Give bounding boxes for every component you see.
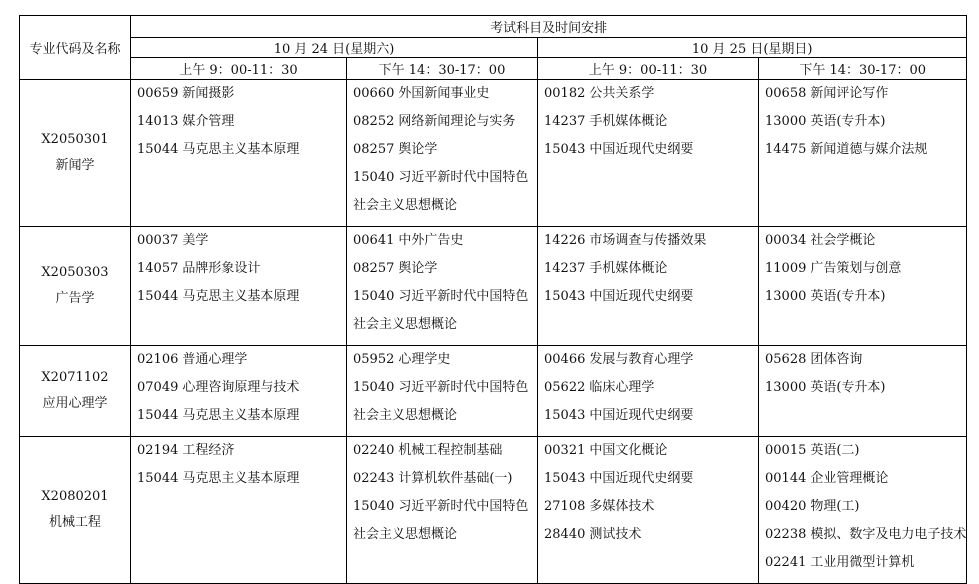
course-code: 00321: [544, 443, 586, 458]
course-entry: [353, 408, 537, 436]
course-name: 外国新闻事业史: [398, 86, 490, 101]
exam-slot-cell: [538, 80, 759, 227]
course-name: 中国近现代史纲要: [589, 408, 694, 423]
course-entry: [765, 352, 966, 380]
course-name: 机械工程控制基础: [398, 443, 503, 458]
course-entry: [353, 170, 537, 198]
course-entry: [765, 261, 966, 289]
course-code: 08252: [353, 114, 395, 129]
course-entry: [353, 233, 537, 261]
course-entry: [137, 289, 346, 317]
course-name: 手机媒体概论: [589, 261, 668, 276]
course-entry: [137, 408, 346, 436]
exam-slot-cell: [538, 437, 759, 584]
course-name: 英语(专升本): [810, 380, 886, 395]
course-code: 15044: [137, 289, 179, 304]
course-code: 15043: [544, 471, 586, 486]
course-code: 14475: [765, 142, 807, 157]
course-name: 网络新闻理论与实务: [398, 114, 516, 129]
course-entry: [137, 86, 346, 114]
exam-slot-cell: [347, 346, 538, 437]
course-entry: [353, 471, 537, 499]
course-code: 00641: [353, 233, 395, 248]
course-name: 媒介管理: [182, 114, 235, 129]
table-row: [20, 227, 967, 346]
course-name: 测试技术: [589, 527, 642, 542]
course-name: 工程经济: [182, 443, 235, 458]
course-entry: [353, 499, 537, 527]
course-code: 02240: [353, 443, 395, 458]
course-name: 社会主义思想概论: [353, 408, 458, 423]
course-code: 15044: [137, 471, 179, 486]
course-name: 社会主义思想概论: [353, 198, 458, 213]
day-header-1: 10 月 24 日(星期六): [131, 38, 538, 58]
exam-slot-cell: [131, 227, 347, 346]
major-cell: [20, 346, 131, 437]
course-code: 00658: [765, 86, 807, 101]
course-name: 英语(二): [810, 443, 860, 458]
major-code: X2050301: [41, 132, 109, 147]
course-code: 14057: [137, 261, 179, 276]
course-code: 00037: [137, 233, 179, 248]
course-name: 发展与教育心理学: [589, 352, 694, 367]
course-name: 模拟、数字及电力电子技术: [810, 527, 967, 542]
course-entry: [353, 380, 537, 408]
course-name: 社会主义思想概论: [353, 317, 458, 332]
course-code: 13000: [765, 114, 807, 129]
course-name: 舆论学: [398, 142, 438, 157]
table-row: [20, 80, 967, 227]
course-entry: [137, 352, 346, 380]
schedule-title: 考试科目及时间安排: [131, 16, 967, 38]
course-code: 15040: [353, 380, 395, 395]
exam-slot-cell: [759, 346, 967, 437]
table-row: [20, 437, 967, 584]
course-entry: [137, 471, 346, 499]
course-code: 15044: [137, 408, 179, 423]
course-code: 15043: [544, 142, 586, 157]
exam-slot-cell: [131, 80, 347, 227]
exam-slot-cell: [538, 346, 759, 437]
course-entry: [353, 289, 537, 317]
course-entry: [765, 142, 966, 170]
course-name: 新闻道德与媒介法规: [810, 142, 928, 157]
major-column-header: 专业代码及名称: [20, 16, 131, 80]
course-code: 13000: [765, 380, 807, 395]
course-entry: [137, 233, 346, 261]
course-entry: [353, 142, 537, 170]
course-entry: [765, 289, 966, 317]
course-entry: [544, 443, 758, 471]
course-entry: [353, 443, 537, 471]
course-code: 07049: [137, 380, 179, 395]
course-entry: [765, 443, 966, 471]
course-name: 物理(工): [810, 499, 860, 514]
course-name: 计算机软件基础(一): [398, 471, 513, 486]
course-entry: [353, 261, 537, 289]
course-code: 05622: [544, 380, 586, 395]
exam-slot-cell: [759, 80, 967, 227]
course-entry: [765, 114, 966, 142]
course-code: 00420: [765, 499, 807, 514]
course-code: 11009: [765, 261, 807, 276]
exam-slot-cell: [347, 227, 538, 346]
course-entry: [353, 114, 537, 142]
exam-slot-cell: [347, 437, 538, 584]
course-name: 美学: [182, 233, 209, 248]
course-name: 工业用微型计算机: [810, 555, 915, 570]
course-code: 05952: [353, 352, 395, 367]
course-name: 英语(专升本): [810, 289, 886, 304]
exam-slot-cell: [759, 437, 967, 584]
major-name: 机械工程: [48, 515, 101, 530]
course-entry: [544, 142, 758, 170]
course-code: 15040: [353, 499, 395, 514]
course-entry: [353, 527, 537, 555]
course-name: 马克思主义基本原理: [182, 471, 300, 486]
course-name: 广告策划与创意: [810, 261, 902, 276]
course-entry: [353, 352, 537, 380]
course-entry: [544, 471, 758, 499]
course-entry: [765, 380, 966, 408]
course-name: 心理学史: [398, 352, 451, 367]
course-name: 公共关系学: [589, 86, 655, 101]
course-name: 品牌形象设计: [182, 261, 261, 276]
course-entry: [765, 499, 966, 527]
course-code: 14237: [544, 114, 586, 129]
course-entry: [137, 261, 346, 289]
course-name: 中国近现代史纲要: [589, 289, 694, 304]
course-code: 00182: [544, 86, 586, 101]
course-code: 15043: [544, 408, 586, 423]
course-code: 14237: [544, 261, 586, 276]
course-name: 习近平新时代中国特色: [398, 170, 529, 185]
course-entry: [353, 317, 537, 345]
course-entry: [765, 86, 966, 114]
exam-slot-cell: [131, 437, 347, 584]
course-name: 习近平新时代中国特色: [398, 289, 529, 304]
course-name: 社会主义思想概论: [353, 527, 458, 542]
course-code: 15040: [353, 289, 395, 304]
course-code: 02238: [765, 527, 807, 542]
course-entry: [544, 408, 758, 436]
course-name: 马克思主义基本原理: [182, 142, 300, 157]
course-code: 15043: [544, 289, 586, 304]
major-name: 新闻学: [55, 158, 95, 173]
slot-header-4: 下午 14：30-17：00: [759, 58, 967, 80]
course-code: 14013: [137, 114, 179, 129]
course-name: 中国近现代史纲要: [589, 471, 694, 486]
course-name: 习近平新时代中国特色: [398, 499, 529, 514]
course-entry: [765, 471, 966, 499]
course-entry: [137, 114, 346, 142]
course-code: 00466: [544, 352, 586, 367]
major-cell: [20, 437, 131, 584]
course-code: 02106: [137, 352, 179, 367]
course-code: 27108: [544, 499, 586, 514]
course-entry: [544, 261, 758, 289]
course-name: 市场调查与传播效果: [589, 233, 707, 248]
course-name: 心理咨询原理与技术: [182, 380, 300, 395]
course-name: 团体咨询: [810, 352, 863, 367]
course-name: 马克思主义基本原理: [182, 289, 300, 304]
course-entry: [765, 527, 966, 555]
slot-header-1: 上午 9：00-11：30: [131, 58, 347, 80]
course-code: 05628: [765, 352, 807, 367]
course-code: 13000: [765, 289, 807, 304]
course-code: 02194: [137, 443, 179, 458]
major-cell: [20, 227, 131, 346]
course-code: 00034: [765, 233, 807, 248]
course-code: 00660: [353, 86, 395, 101]
table-body: [20, 80, 967, 584]
major-cell: [20, 80, 131, 227]
course-entry: [544, 527, 758, 555]
slot-header-3: 上午 9：00-11：30: [538, 58, 759, 80]
course-name: 习近平新时代中国特色: [398, 380, 529, 395]
slot-header-2: 下午 14：30-17：00: [347, 58, 538, 80]
exam-slot-cell: [131, 346, 347, 437]
course-entry: [137, 443, 346, 471]
exam-schedule-table: [19, 15, 967, 584]
course-name: 社会学概论: [810, 233, 876, 248]
exam-slot-cell: [759, 227, 967, 346]
course-name: 新闻摄影: [182, 86, 235, 101]
course-entry: [544, 233, 758, 261]
major-code: X2080201: [41, 489, 109, 504]
major-name: 应用心理学: [42, 396, 108, 411]
table-row: [20, 346, 967, 437]
major-code: X2050303: [41, 265, 109, 280]
exam-slot-cell: [538, 227, 759, 346]
course-entry: [353, 86, 537, 114]
course-name: 中国近现代史纲要: [589, 142, 694, 157]
exam-slot-cell: [347, 80, 538, 227]
course-code: 00015: [765, 443, 807, 458]
course-entry: [544, 380, 758, 408]
course-entry: [544, 86, 758, 114]
course-name: 舆论学: [398, 261, 438, 276]
course-name: 手机媒体概论: [589, 114, 668, 129]
major-code: X2071102: [41, 370, 109, 385]
course-entry: [544, 289, 758, 317]
course-name: 新闻评论写作: [810, 86, 889, 101]
course-code: 00659: [137, 86, 179, 101]
course-name: 英语(专升本): [810, 114, 886, 129]
course-name: 多媒体技术: [589, 499, 655, 514]
course-code: 15040: [353, 170, 395, 185]
course-code: 14226: [544, 233, 586, 248]
course-name: 马克思主义基本原理: [182, 408, 300, 423]
course-code: 28440: [544, 527, 586, 542]
course-code: 15044: [137, 142, 179, 157]
course-entry: [137, 142, 346, 170]
course-entry: [765, 555, 966, 583]
table-header: [20, 16, 967, 80]
course-entry: [544, 114, 758, 142]
course-name: 中国文化概论: [589, 443, 668, 458]
major-name: 广告学: [55, 291, 95, 306]
course-name: 企业管理概论: [810, 471, 889, 486]
course-code: 00144: [765, 471, 807, 486]
course-code: 02243: [353, 471, 395, 486]
course-name: 普通心理学: [182, 352, 248, 367]
day-header-2: 10 月 25 日(星期日): [538, 38, 967, 58]
course-entry: [544, 499, 758, 527]
course-code: 08257: [353, 261, 395, 276]
course-name: 临床心理学: [589, 380, 655, 395]
course-name: 中外广告史: [398, 233, 464, 248]
course-code: 02241: [765, 555, 807, 570]
course-entry: [137, 380, 346, 408]
course-entry: [544, 352, 758, 380]
course-entry: [353, 198, 537, 226]
course-code: 08257: [353, 142, 395, 157]
course-entry: [765, 233, 966, 261]
